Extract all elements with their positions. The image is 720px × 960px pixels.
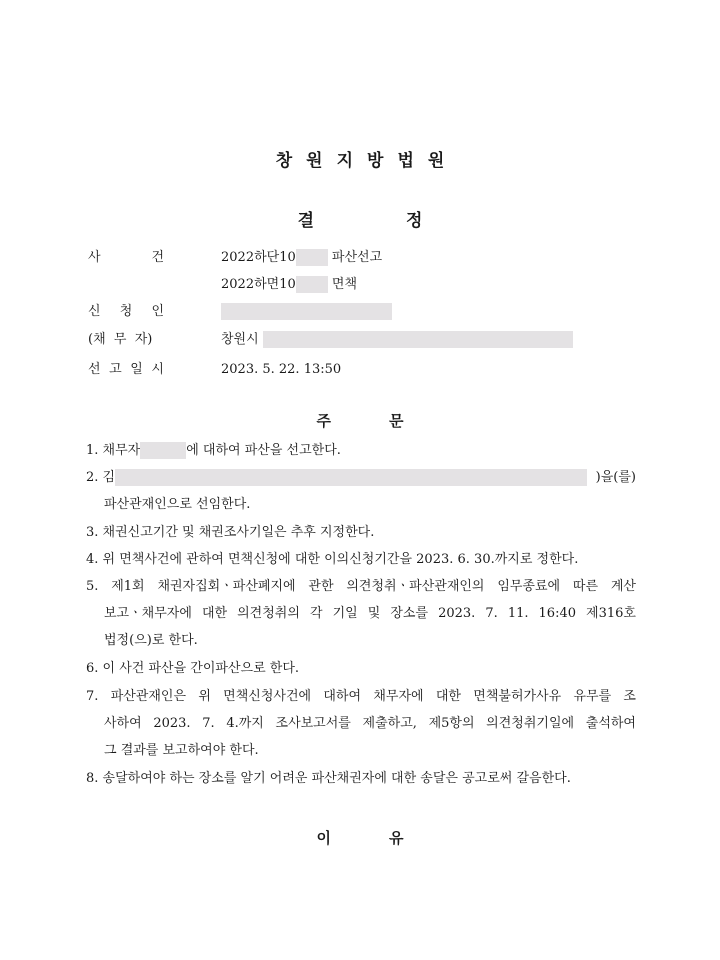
court-name-char: 법 (397, 151, 414, 171)
case-type-text: 면책 (331, 277, 358, 292)
document-title (0, 206, 720, 231)
reason-heading-char: 유 (389, 829, 404, 847)
case-number-2 (221, 275, 357, 295)
order-item-text: )을(를) (595, 470, 636, 485)
order-item-7: 7. 파산관재인은 위 면책신청사건에 대하여 채무자에 대한 면책불허가사유 유무를 조 (86, 689, 636, 704)
document-title-char: 결 (297, 211, 314, 231)
date-label-char: 일 (130, 362, 143, 377)
debtor-address-text: 창원시 (221, 332, 259, 347)
case-type-text: 파산선고 (331, 250, 383, 265)
redaction-box (221, 303, 392, 320)
court-name-char: 방 (367, 151, 384, 171)
case-number-text: 2022하면10 (221, 277, 296, 292)
reason-heading-char: 이 (316, 829, 331, 847)
order-item-1 (86, 441, 341, 461)
court-name-char: 원 (306, 151, 323, 171)
order-item-7-cont: 사하여 2023. 7. 4.까지 조사보고서를 제출하고, 제5항의 의견청취기일에 출석하여 (104, 716, 636, 731)
date-label-char: 고 (109, 362, 122, 377)
court-name-char: 지 (336, 151, 353, 171)
order-item-5: 5. 제1회 채권자집회ㆍ파산폐지에 관한 의견청취ㆍ파산관재인의 임무종료에 따른 계산 (86, 579, 636, 594)
order-item-2 (86, 468, 636, 488)
redaction-box (263, 331, 573, 348)
debtor-label: (채 무 자) (88, 332, 153, 347)
case-label-char: 사 (88, 250, 101, 265)
applicant-label-char: 신 (88, 304, 101, 319)
court-name-char: 창 (275, 151, 293, 171)
court-name-char: 원 (427, 151, 445, 171)
redaction-box (296, 276, 328, 293)
date-label-char: 선 (88, 362, 101, 377)
order-item-text: 에 대하여 파산을 선고한다. (186, 443, 341, 458)
applicant-label (88, 302, 178, 322)
order-item-5-cont: 법정(으)로 한다. (104, 633, 198, 648)
applicant-label-char: 청 (119, 304, 133, 319)
order-heading (0, 410, 720, 431)
order-item-2-cont: 파산관재인으로 선임한다. (104, 497, 251, 512)
document-title-char: 정 (406, 211, 423, 231)
order-item-3: 3. 채권신고기간 및 채권조사기일은 추후 지정한다. (86, 525, 375, 540)
order-item-7-cont: 그 결과를 보고하여야 한다. (104, 743, 259, 758)
debtor-address (221, 330, 573, 350)
order-heading-char: 주 (316, 412, 331, 430)
order-item-5-cont: 보고ㆍ채무자에 대한 의견청취의 각 기일 및 장소를 2023. 7. 11. 16:40 제316호 (104, 606, 636, 621)
order-item-6: 6. 이 사건 파산을 간이파산으로 한다. (86, 661, 300, 676)
redaction-box (296, 249, 328, 266)
redaction-box (140, 442, 186, 459)
date-label (88, 360, 178, 380)
order-item-4: 4. 위 면책사건에 관하여 면책신청에 대한 이의신청기간을 2023. 6. 30.까지로 정한다. (86, 552, 579, 567)
date-label-char: 시 (151, 362, 164, 377)
case-number-text: 2022하단10 (221, 250, 296, 265)
order-heading-char: 문 (389, 412, 404, 430)
case-number-1 (221, 248, 382, 268)
order-item-8: 8. 송달하여야 하는 장소를 알기 어려운 파산채권자에 대한 송달은 공고로써 갈음한다. (86, 771, 571, 786)
redaction-box (115, 469, 587, 486)
reason-heading (0, 827, 720, 848)
applicant-value (221, 302, 392, 322)
order-item-text: 1. 채무자 (86, 443, 141, 458)
court-name (0, 146, 720, 171)
date-value: 2023. 5. 22. 13:50 (221, 362, 342, 377)
case-label (88, 248, 178, 268)
applicant-label-char: 인 (151, 304, 164, 319)
order-item-text: 2. 김 (86, 470, 116, 485)
case-label-char: 건 (151, 250, 164, 265)
